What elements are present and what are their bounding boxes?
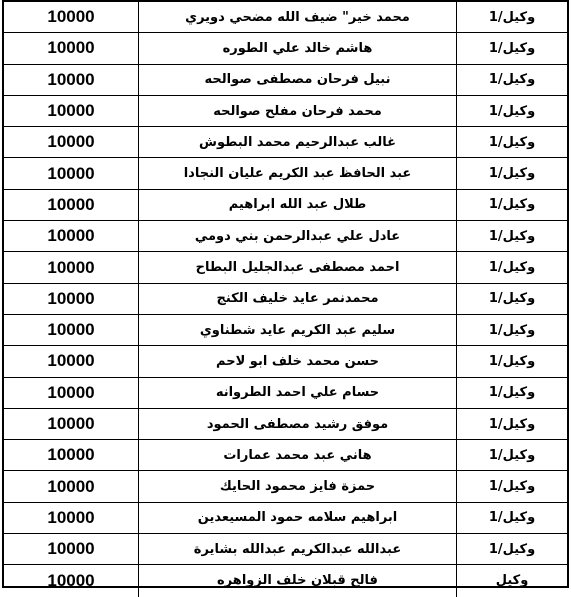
table-row xyxy=(4,221,567,252)
table-row xyxy=(4,158,567,189)
amount-cell: 10000 xyxy=(4,409,139,439)
amount-cell: 10000 xyxy=(4,284,139,314)
name-cell: موفق رشيد مصطفى الحمود xyxy=(139,409,457,439)
name-cell: حسن محمد خلف ابو لاحم xyxy=(139,346,457,376)
name-cell: هاني عبد محمد عمارات xyxy=(139,440,457,470)
name-cell: حمزة فايز محمود الحايك xyxy=(139,471,457,501)
role-cell: وكيل/1 xyxy=(488,134,536,150)
role-cell: وكيل/1 xyxy=(488,291,536,307)
table-row xyxy=(4,284,567,315)
role-cell: وكيل/1 xyxy=(488,103,536,119)
amount-cell: 10000 xyxy=(4,503,139,533)
table-row xyxy=(4,2,567,33)
table-row xyxy=(4,471,567,502)
amount-cell: 10000 xyxy=(4,65,139,95)
name-cell: عبدالله عبدالكريم عبدالله بشايرة xyxy=(139,534,457,564)
table-row xyxy=(4,565,567,596)
name-cell: عادل علي عبدالرحمن بني دومي xyxy=(139,221,457,251)
table-row xyxy=(4,252,567,283)
table-row xyxy=(4,190,567,221)
amount-cell: 10000 xyxy=(4,96,139,126)
name-cell: هاشم خالد علي الطوره xyxy=(139,33,457,63)
table-row xyxy=(4,534,567,565)
table-row xyxy=(4,315,567,346)
role-cell: وكيل/1 xyxy=(488,479,536,495)
amount-cell: 10000 xyxy=(4,2,139,32)
table-row xyxy=(4,503,567,534)
name-cell: عبد الحافظ عبد الكريم عليان النجادا xyxy=(139,158,457,188)
names-table xyxy=(2,0,569,588)
amount-cell: 10000 xyxy=(4,221,139,251)
name-cell: طلال عبد الله ابراهيم xyxy=(139,190,457,220)
role-cell: وكيل/1 xyxy=(488,72,536,88)
name-cell: غالب عبدالرحيم محمد البطوش xyxy=(139,127,457,157)
role-cell: وكيل/1 xyxy=(488,416,536,432)
role-cell: وكيل/1 xyxy=(488,260,536,276)
table-row xyxy=(4,440,567,471)
amount-cell: 10000 xyxy=(4,346,139,376)
role-cell: وكيل/1 xyxy=(488,510,536,526)
role-cell: وكيل/1 xyxy=(488,166,536,182)
amount-cell: 10000 xyxy=(4,33,139,63)
role-cell: وكيل/1 xyxy=(488,197,536,213)
role-cell: وكيل/1 xyxy=(488,40,536,56)
role-cell: وكيل/1 xyxy=(488,541,536,557)
name-cell: حسام علي احمد الطروانه xyxy=(139,378,457,408)
table-row xyxy=(4,96,567,127)
table-row xyxy=(4,65,567,96)
table-row xyxy=(4,346,567,377)
amount-cell: 10000 xyxy=(4,378,139,408)
role-cell: وكيل/1 xyxy=(488,322,536,338)
amount-cell: 10000 xyxy=(4,127,139,157)
name-cell: محمد خير" ضيف الله مضحي دويري xyxy=(139,2,457,32)
name-cell: نبيل فرحان مصطفى صوالحه xyxy=(139,65,457,95)
name-cell: احمد مصطفى عبدالجليل البطاح xyxy=(139,252,457,282)
role-cell: وكيل/1 xyxy=(488,9,536,25)
amount-cell: 10000 xyxy=(4,190,139,220)
table-row xyxy=(4,33,567,64)
name-cell: ابراهيم سلامه حمود المسيعدين xyxy=(139,503,457,533)
table-row xyxy=(4,378,567,409)
role-cell: وكيل/1 xyxy=(488,353,536,369)
name-cell: محمدنمر عايد خليف الكنج xyxy=(139,284,457,314)
name-cell: سليم عبد الكريم عايد شطناوي xyxy=(139,315,457,345)
table-row xyxy=(4,409,567,440)
role-cell: وكيل/1 xyxy=(488,447,536,463)
name-cell: فالح قبلان خلف الزواهره xyxy=(139,565,457,596)
amount-cell: 10000 xyxy=(4,158,139,188)
amount-cell: 10000 xyxy=(4,565,139,596)
role-cell: وكيل/1 xyxy=(488,385,536,401)
amount-cell: 10000 xyxy=(4,534,139,564)
role-cell: وكيل xyxy=(495,573,529,589)
table-row xyxy=(4,127,567,158)
name-cell: محمد فرحان مفلح صوالحه xyxy=(139,96,457,126)
amount-cell: 10000 xyxy=(4,440,139,470)
role-cell: وكيل/1 xyxy=(488,228,536,244)
amount-cell: 10000 xyxy=(4,252,139,282)
amount-cell: 10000 xyxy=(4,471,139,501)
amount-cell: 10000 xyxy=(4,315,139,345)
